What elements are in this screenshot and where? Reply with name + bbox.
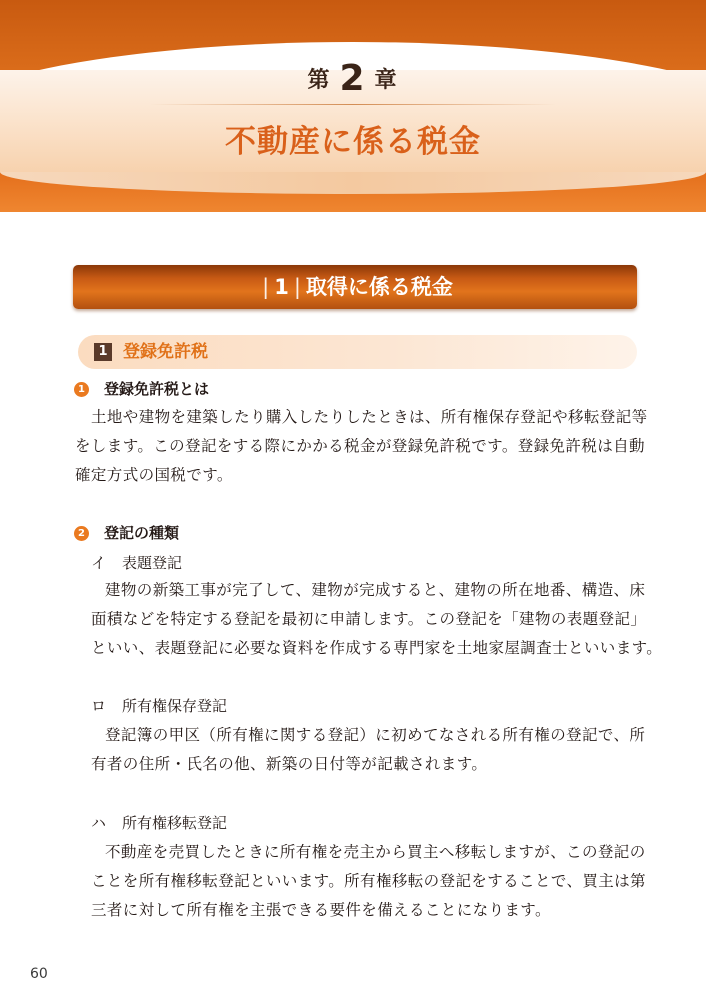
chapter-header-band bbox=[0, 0, 706, 212]
sub-ha-title: 所有権移転登記 bbox=[122, 814, 228, 832]
item1-line-1: 土地や建物を建築したり購入したりしたときは、所有権保存登記や移転登記等 bbox=[91, 408, 648, 426]
sub-i-line-3: といい、表題登記に必要な資料を作成する専門家を土地家屋調査士といいます。 bbox=[91, 639, 663, 657]
page-number: 60 bbox=[30, 966, 48, 982]
section-pipe-right: | bbox=[293, 275, 301, 299]
sub-i-title: 表題登記 bbox=[122, 554, 183, 572]
chapter-number bbox=[0, 58, 706, 99]
chapter-header-bottom bbox=[0, 172, 706, 212]
section-heading-bar bbox=[73, 265, 637, 309]
sub-i-line-2: 面積などを特定する登記を最初に申請します。この登記を「建物の表題登記」 bbox=[91, 610, 647, 628]
sub-ro-marker: ロ bbox=[91, 697, 107, 715]
item2-heading: 登記の種類 bbox=[104, 524, 180, 542]
chapter-number-value: 2 bbox=[339, 58, 367, 99]
sub-ha-marker: ハ bbox=[91, 814, 107, 832]
sub-ha-line-3: 三者に対して所有権を主張できる要件を備えることになります。 bbox=[91, 901, 551, 919]
subsection-heading bbox=[78, 335, 637, 369]
item2-number-badge: 2 bbox=[74, 526, 89, 541]
subsection-title: 登録免許税 bbox=[123, 342, 208, 362]
item1-line-2: をします。この登記をする際にかかる税金が登録免許税です。登録免許税は自動 bbox=[75, 437, 645, 455]
subsection-number-badge: 1 bbox=[94, 343, 112, 361]
sub-ro-line-1: 登記簿の甲区（所有権に関する登記）に初めてなされる所有権の登記で、所 bbox=[105, 726, 646, 744]
sub-ro-line-2: 有者の住所・氏名の他、新築の日付等が記載されます。 bbox=[91, 755, 488, 773]
sub-i-line-1: 建物の新築工事が完了して、建物が完成すると、建物の所在地番、構造、床 bbox=[105, 581, 646, 599]
chapter-divider bbox=[150, 104, 556, 105]
sub-i-marker: イ bbox=[91, 554, 107, 572]
sub-ro-title: 所有権保存登記 bbox=[122, 697, 228, 715]
section-pipe-left: | bbox=[262, 275, 270, 299]
chapter-label-after: 章 bbox=[374, 68, 399, 93]
sub-ha-line-2: ことを所有権移転登記といいます。所有権移転の登記をすることで、買主は第 bbox=[91, 872, 646, 890]
item1-heading: 登録免許税とは bbox=[104, 380, 210, 398]
chapter-title: 不動産に係る税金 bbox=[225, 124, 481, 160]
section-number: 1 bbox=[274, 275, 289, 299]
item1-number-badge: 1 bbox=[74, 382, 89, 397]
chapter-label-before: 第 bbox=[307, 68, 332, 93]
sub-ha-line-1: 不動産を売買したときに所有権を売主から買主へ移転しますが、この登記の bbox=[105, 843, 646, 861]
section-title: 取得に係る税金 bbox=[305, 275, 453, 299]
item1-line-3: 確定方式の国税です。 bbox=[75, 466, 233, 484]
